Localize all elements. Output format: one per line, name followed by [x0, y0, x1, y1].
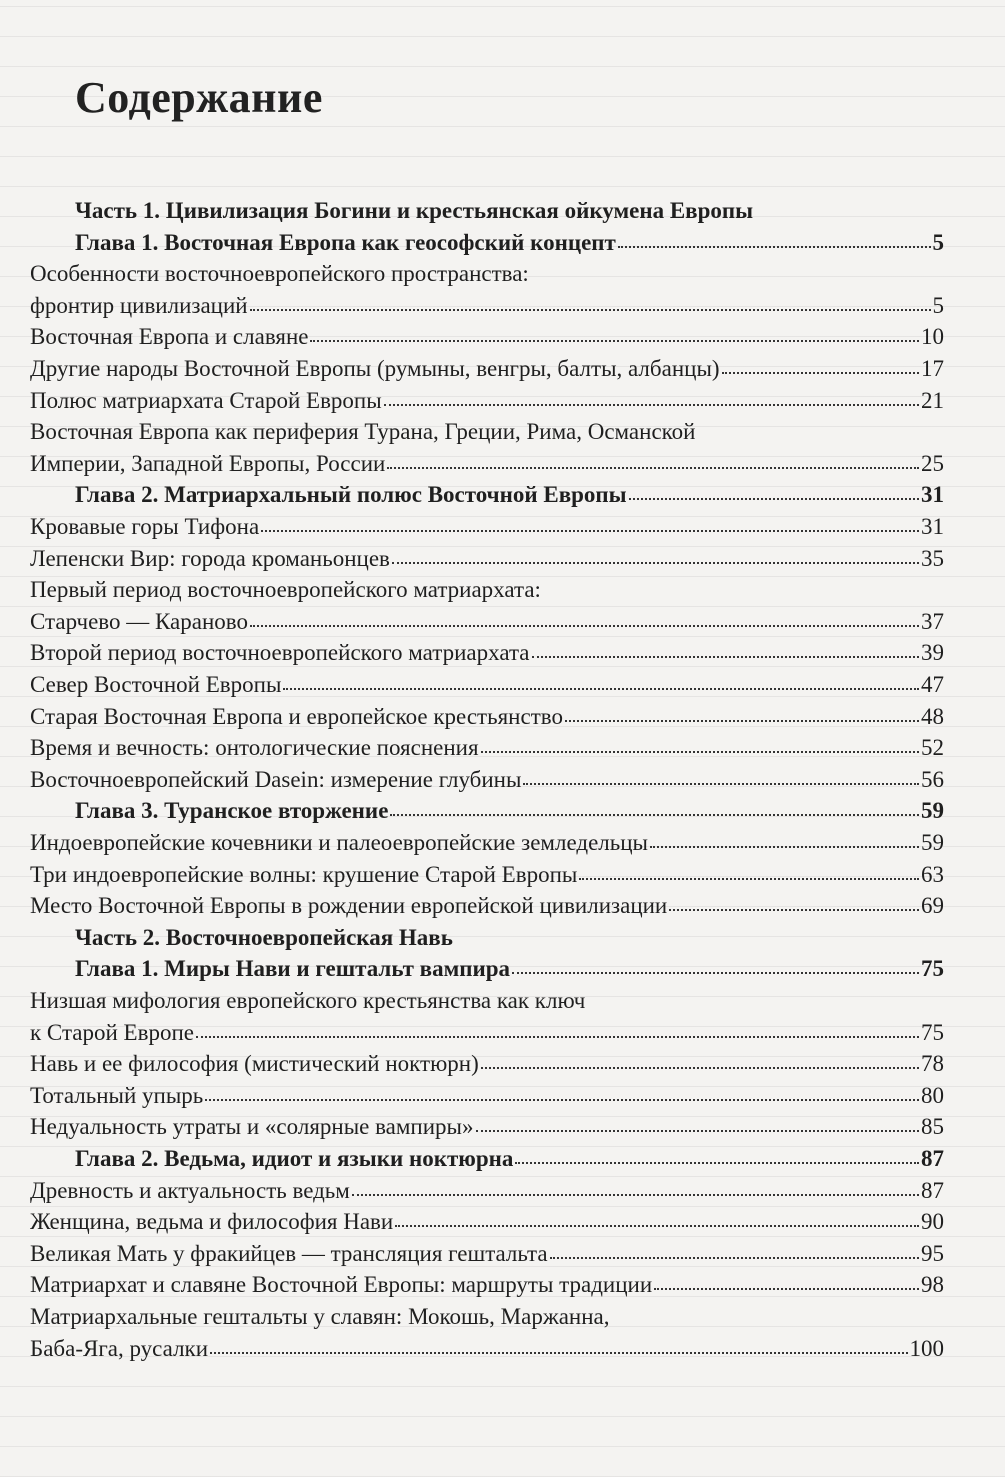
dot-leader	[476, 1110, 919, 1132]
toc-entry-title: Глава 2. Ведьма, идиот и языки ноктюрна	[75, 1146, 514, 1171]
dot-leader	[392, 542, 919, 564]
toc-entry	[30, 449, 944, 479]
toc-entry-title: Глава 1. Восточная Европа как геософский концепт	[75, 229, 616, 255]
toc-entry-title: Глава 2. Матриархальный полюс Восточной Европы	[75, 482, 627, 508]
dot-leader	[722, 352, 919, 374]
dot-leader	[205, 1079, 919, 1101]
toc-entry	[30, 1207, 944, 1237]
toc-entry-title: Восточноевропейский Dasein: измерение глубины	[30, 766, 522, 792]
toc-page-number: 63	[921, 861, 944, 887]
toc-entry-title: Недуальность утраты и «солярные вампиры»	[30, 1114, 474, 1140]
toc-entry-title: к Старой Европе	[30, 1019, 194, 1045]
toc-entry-title: Древность и актуальность ведьм	[30, 1177, 350, 1203]
dot-leader	[250, 605, 919, 627]
dot-leader	[481, 731, 919, 753]
toc-entry	[30, 1270, 944, 1300]
toc-entry-title: Восточная Европа и славяне	[30, 324, 309, 350]
toc-entry-title: Часть 2. Восточноевропейская Навь	[75, 924, 453, 950]
toc-page-number: 85	[921, 1114, 944, 1140]
dot-leader	[550, 1237, 919, 1259]
dot-leader	[390, 794, 919, 816]
dot-leader	[310, 320, 919, 342]
toc-entry	[30, 354, 944, 384]
toc-page-number: 90	[921, 1209, 944, 1235]
toc-entry	[30, 670, 944, 700]
toc-entry	[30, 765, 944, 795]
toc-entry	[30, 891, 944, 921]
toc-entry-title: Полюс матриархата Старой Европы	[30, 387, 382, 413]
toc-page-number: 87	[921, 1177, 944, 1203]
toc-entry-title: Восточная Европа как периферия Турана, Греции, Рима, Османской	[30, 419, 696, 445]
dot-leader	[250, 289, 931, 311]
toc-entry	[30, 1334, 944, 1364]
toc-page-number: 80	[921, 1082, 944, 1108]
dot-leader	[629, 478, 919, 500]
toc-entry-title: Глава 1. Миры Нави и гештальт вампира	[75, 956, 511, 982]
dot-leader	[669, 889, 919, 911]
toc-page-number: 87	[921, 1146, 944, 1171]
dot-leader	[523, 763, 919, 785]
toc-heading	[75, 196, 944, 226]
dot-leader	[481, 1047, 919, 1069]
toc-heading	[75, 796, 944, 826]
toc-entry	[30, 322, 944, 352]
toc-page-number: 95	[921, 1240, 944, 1266]
toc-entry-title: Матриархат и славяне Восточной Европы: маршруты традиции	[30, 1272, 653, 1298]
toc-page-number: 31	[921, 482, 944, 508]
toc-page-number: 35	[921, 545, 944, 571]
toc-page-number: 52	[921, 735, 944, 761]
dot-leader	[515, 1142, 919, 1164]
toc-entry-title: Время и вечность: онтологические пояснения	[30, 735, 479, 761]
toc-entry	[30, 1049, 944, 1079]
toc-entry-title: Первый период восточноевропейского матриархата:	[30, 577, 541, 603]
dot-leader	[261, 510, 919, 532]
toc-entry-title: Лепенски Вир: города кроманьонцев	[30, 545, 390, 571]
toc-entry	[30, 828, 944, 858]
toc-entry	[30, 1302, 944, 1332]
toc-entry	[30, 512, 944, 542]
toc-page-number: 59	[921, 798, 944, 824]
toc-entry-title: Кровавые горы Тифона	[30, 514, 260, 539]
toc-entry-title: Империи, Западной Европы, России	[30, 450, 386, 476]
dot-leader	[618, 226, 931, 248]
toc-entry	[30, 1239, 944, 1269]
toc-page-number: 69	[921, 893, 944, 919]
toc-entry-title: Низшая мифология европейского крестьянства как ключ	[30, 988, 586, 1013]
dot-leader	[579, 858, 919, 880]
toc-heading	[75, 480, 944, 510]
toc-entry-title: Глава 3. Туранское вторжение	[75, 798, 389, 824]
toc-entry-title: Матриархальные гештальты у славян: Мокошь, Маржанна,	[30, 1304, 610, 1329]
toc-page-number: 98	[921, 1272, 944, 1298]
dot-leader	[283, 668, 919, 690]
dot-leader	[512, 952, 919, 974]
toc-page-number: 100	[909, 1335, 944, 1361]
toc-page-number: 48	[921, 703, 944, 729]
dot-leader	[210, 1332, 907, 1354]
toc-entry	[30, 1176, 944, 1206]
toc-entry	[30, 1081, 944, 1111]
toc-page-number: 39	[921, 640, 944, 666]
toc-entry-title: Три индоевропейские волны: крушение Старой Европы	[30, 861, 578, 887]
dot-leader	[387, 447, 919, 469]
toc-page-number: 56	[921, 766, 944, 792]
toc-entry-title: Баба-Яга, русалки	[30, 1335, 209, 1361]
toc-entry-title: Место Восточной Европы в рождении европейской цивилизации	[30, 893, 668, 919]
toc-heading	[75, 228, 944, 258]
toc-entry	[30, 607, 944, 637]
toc-entry-title: Тотальный упырь	[30, 1082, 204, 1108]
toc-heading	[75, 954, 944, 984]
toc-page-number: 75	[921, 956, 944, 982]
toc-entry	[30, 417, 944, 447]
dot-leader	[384, 384, 919, 406]
toc-entry-title: Индоевропейские кочевники и палеоевропейские земледельцы	[30, 830, 649, 855]
toc-entry	[30, 733, 944, 763]
toc-heading	[75, 1144, 944, 1174]
toc-entry-title: Старчево — Караново	[30, 608, 248, 634]
dot-leader	[565, 700, 919, 722]
toc-page-number: 78	[921, 1051, 944, 1077]
toc-page-number: 10	[921, 324, 944, 350]
toc-entry-title: Старая Восточная Европа и европейское крестьянство	[30, 703, 563, 729]
toc-entry-title: Навь и ее философия (мистический ноктюрн)	[30, 1051, 479, 1077]
toc-page-number: 75	[921, 1019, 944, 1045]
toc-page-number: 31	[921, 514, 944, 539]
toc-entry-title: фронтир цивилизаций	[30, 292, 248, 318]
toc-entry-title: Север Восточной Европы	[30, 672, 282, 697]
toc-page-number: 47	[921, 672, 944, 697]
dot-leader	[352, 1174, 919, 1196]
toc-page-number: 17	[921, 356, 944, 381]
page-title: Содержание	[75, 73, 323, 122]
toc-page-number: 5	[932, 229, 944, 255]
toc-entry-title: Второй период восточноевропейского матриархата	[30, 640, 530, 666]
toc-entry	[30, 291, 944, 321]
toc-entry	[30, 1112, 944, 1142]
toc-entry	[30, 259, 944, 289]
toc-entry	[30, 544, 944, 574]
toc-entry	[30, 575, 944, 605]
toc-page-number: 25	[921, 450, 944, 476]
toc-heading	[75, 923, 944, 953]
toc-entry-title: Особенности восточноевропейского пространства:	[30, 261, 529, 287]
toc-page-number: 21	[921, 387, 944, 413]
toc-page-number: 37	[921, 608, 944, 634]
toc-entry-title: Часть 1. Цивилизация Богини и крестьянская ойкумена Европы	[75, 198, 754, 223]
toc-entry	[30, 386, 944, 416]
toc-entry	[30, 860, 944, 890]
toc-entry-title: Другие народы Восточной Европы (румыны, венгры, балты, албанцы)	[30, 356, 720, 381]
toc-page-number: 59	[921, 830, 944, 855]
dot-leader	[532, 636, 920, 658]
toc-entry-title: Женщина, ведьма и философия Нави	[30, 1209, 394, 1235]
dot-leader	[196, 1016, 919, 1038]
dot-leader	[395, 1205, 919, 1227]
dot-leader	[650, 826, 919, 848]
toc-entry-title: Великая Мать у фракийцев — трансляция гештальта	[30, 1240, 548, 1266]
toc-entry	[30, 638, 944, 668]
toc-page-number: 5	[932, 292, 944, 318]
toc-entry	[30, 986, 944, 1016]
toc-entry	[30, 1018, 944, 1048]
toc-entry	[30, 702, 944, 732]
dot-leader	[654, 1268, 919, 1290]
